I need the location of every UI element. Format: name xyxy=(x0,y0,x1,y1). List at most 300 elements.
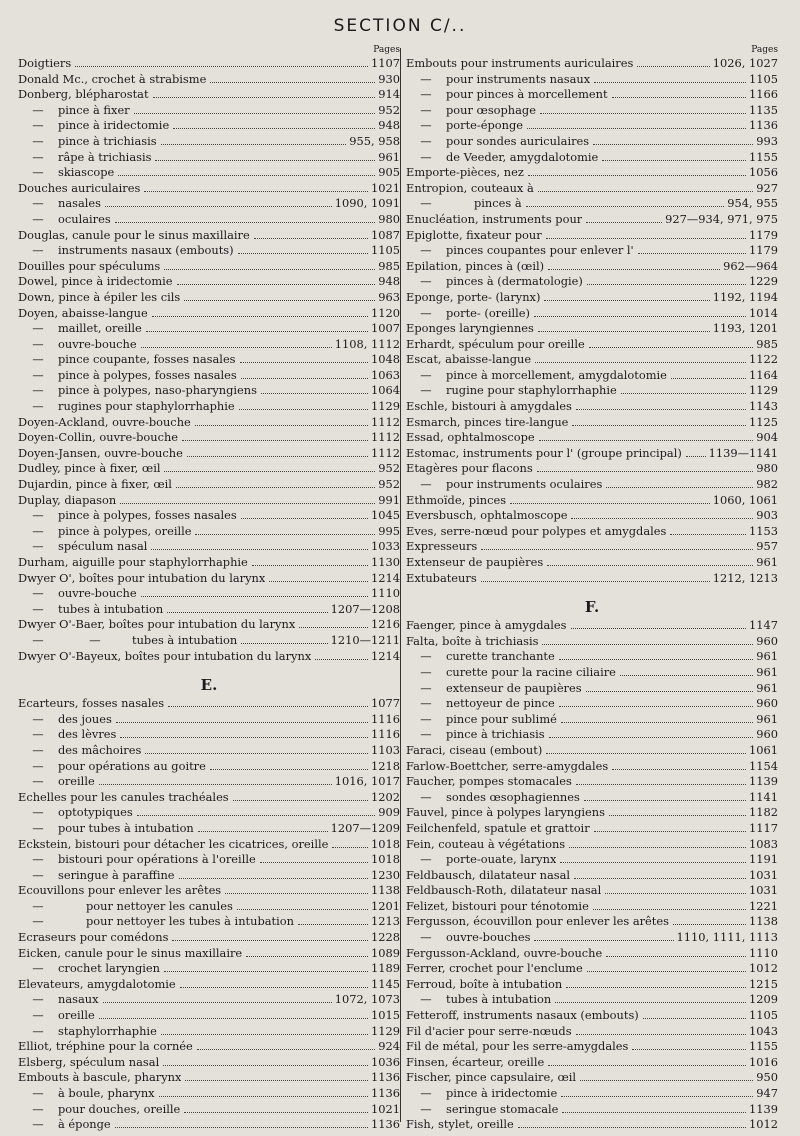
entry-pages: 930 xyxy=(378,71,400,86)
index-entry xyxy=(18,134,400,150)
index-entry xyxy=(18,712,400,728)
right-index-list xyxy=(406,56,778,1133)
leader-dots xyxy=(686,456,706,457)
entry-label: Douglas, canule pour le sinus maxillaire xyxy=(18,227,250,242)
ditto-dash: — xyxy=(32,118,44,133)
entry-pages: 1136 xyxy=(371,1086,400,1100)
index-entry xyxy=(18,508,400,524)
index-entry xyxy=(18,181,400,197)
leader-dots xyxy=(144,191,368,192)
entry-pages: 914 xyxy=(378,87,400,102)
leader-dots xyxy=(574,878,746,879)
entry-pages: 1139 xyxy=(749,1101,778,1116)
leader-dots xyxy=(527,128,746,129)
entry-label: Epiglotte, fixateur pour xyxy=(406,227,542,242)
index-entry xyxy=(18,87,400,103)
ditto-dash: — xyxy=(420,102,432,117)
entry-label: Fetteroff, instruments nasaux (embouts) xyxy=(406,1008,639,1023)
entry-pages: 1141 xyxy=(749,789,778,804)
ditto-dash: — xyxy=(420,1101,432,1116)
ditto-dash: — xyxy=(32,820,44,835)
leader-dots xyxy=(534,316,746,317)
leader-dots xyxy=(315,659,368,660)
leader-dots xyxy=(586,222,662,223)
index-entry xyxy=(406,134,778,150)
leader-dots xyxy=(198,831,328,832)
ditto-dash: — xyxy=(420,149,432,164)
index-entry xyxy=(18,493,400,509)
entry-label: ouvre-bouche xyxy=(58,586,137,601)
entry-pages: 1031 xyxy=(749,883,778,898)
index-entry xyxy=(18,274,400,290)
leader-dots xyxy=(559,659,754,660)
index-entry xyxy=(406,383,778,399)
index-entry xyxy=(18,868,400,884)
entry-label: Enucléation, instruments pour xyxy=(406,211,583,226)
section-gap xyxy=(18,664,400,674)
entry-label: Ecraseurs pour comédons xyxy=(18,930,169,945)
entry-pages: 962—964 xyxy=(723,258,778,273)
entry-pages: 1105 xyxy=(371,243,400,258)
entry-pages: 1202 xyxy=(371,789,400,804)
entry-label: pour opérations au goitre xyxy=(58,758,206,773)
entry-pages: 1021 xyxy=(371,1101,400,1116)
index-entry xyxy=(406,759,778,775)
index-entry xyxy=(406,228,778,244)
entry-pages: 1189 xyxy=(371,961,400,976)
entry-pages: 1164 xyxy=(749,367,778,382)
index-entry xyxy=(406,399,778,415)
entry-label: Dudley, pince à fixer, œil xyxy=(18,461,161,476)
ditto-dash: — xyxy=(32,102,44,117)
leader-dots xyxy=(161,144,347,145)
leader-dots xyxy=(146,331,368,332)
ditto-dash: — xyxy=(420,196,432,211)
leader-dots xyxy=(589,347,754,348)
index-entry xyxy=(406,727,778,743)
entry-label: Ecouvillons pour enlever les arêtes xyxy=(18,883,222,898)
entry-label: porte-ouate, larynx xyxy=(446,852,557,867)
index-entry xyxy=(18,883,400,899)
ditto-dash: — xyxy=(32,211,44,226)
ditto-dash: — xyxy=(32,149,44,164)
entry-label: Estomac, instruments pour l' (groupe principal) xyxy=(406,445,682,460)
index-entry xyxy=(406,352,778,368)
entry-pages: 1014 xyxy=(749,305,778,320)
entry-pages: 1063 xyxy=(371,367,400,382)
index-entry xyxy=(406,1039,778,1055)
ditto-dash: — xyxy=(32,321,44,336)
index-entry xyxy=(406,321,778,337)
entry-label: Extubateurs xyxy=(406,570,477,585)
entry-label: des joues xyxy=(58,711,112,726)
entry-pages: 1139—1141 xyxy=(708,445,778,460)
ditto-dash: — xyxy=(420,696,432,711)
leader-dots xyxy=(637,66,709,67)
index-entry xyxy=(18,571,400,587)
index-entry xyxy=(18,977,400,993)
entry-pages: 1214 xyxy=(371,648,400,663)
entry-pages: 1077 xyxy=(371,696,400,711)
entry-pages: 1212, 1213 xyxy=(712,570,778,585)
index-entry xyxy=(18,649,400,665)
entry-pages: 1215 xyxy=(749,976,778,991)
entry-pages: 980 xyxy=(378,211,400,226)
leader-dots xyxy=(538,191,753,192)
index-entry xyxy=(406,977,778,993)
entry-pages: 991 xyxy=(378,492,400,507)
entry-label: Esmarch, pinces tire-langue xyxy=(406,414,569,429)
leader-dots xyxy=(182,440,368,441)
leader-dots xyxy=(548,269,720,270)
entry-pages: 1016 xyxy=(749,1054,778,1069)
leader-dots xyxy=(210,769,368,770)
entry-label: Etagères pour flacons xyxy=(406,461,533,476)
entry-label: Doyen-Ackland, ouvre-bouche xyxy=(18,414,191,429)
entry-pages: 995 xyxy=(378,523,400,538)
entry-label: Eckstein, bistouri pour détacher les cicatrices, oreille xyxy=(18,836,329,851)
leader-dots xyxy=(172,940,368,941)
leader-dots xyxy=(299,627,368,628)
entry-pages: 1110 xyxy=(371,586,400,601)
entry-label: Ecarteurs, fosses nasales xyxy=(18,696,165,711)
entry-pages: 1083 xyxy=(749,836,778,851)
entry-pages: 993 xyxy=(756,133,778,148)
leader-dots xyxy=(572,425,746,426)
leader-dots xyxy=(134,113,376,114)
index-entry xyxy=(18,774,400,790)
entry-label: curette pour la racine ciliaire xyxy=(446,664,616,679)
entry-pages: 1153 xyxy=(749,523,778,538)
ditto-dash: — xyxy=(32,165,44,180)
entry-pages: 961 xyxy=(756,664,778,679)
index-entry xyxy=(18,368,400,384)
leader-dots xyxy=(580,1080,753,1081)
right-column xyxy=(406,44,778,1133)
ditto-dash: — xyxy=(32,711,44,726)
entry-pages: 1201 xyxy=(371,898,400,913)
entry-pages: 1230 xyxy=(371,867,400,882)
entry-label: Essad, ophtalmoscope xyxy=(406,430,535,445)
entry-label: à boule, pharynx xyxy=(58,1086,155,1100)
left-index-list xyxy=(18,56,400,1133)
ditto-dash: — xyxy=(420,477,432,492)
leader-dots xyxy=(161,1034,368,1035)
entry-pages: 1090, 1091 xyxy=(334,196,400,211)
ditto-dash: — xyxy=(32,367,44,382)
leader-dots xyxy=(671,378,746,379)
entry-label: pour nettoyer les canules xyxy=(86,898,233,913)
leader-dots xyxy=(528,175,746,176)
entry-pages: 1105 xyxy=(749,1008,778,1023)
index-entry xyxy=(406,150,778,166)
entry-pages: 1214 xyxy=(371,570,400,585)
entry-pages: 1155 xyxy=(749,149,778,164)
index-entry xyxy=(406,696,778,712)
index-entry xyxy=(406,539,778,555)
leader-dots xyxy=(239,409,368,410)
entry-pages: 1147 xyxy=(749,618,778,633)
index-entry xyxy=(406,103,778,119)
ditto-dash: — xyxy=(32,914,44,929)
index-entry xyxy=(18,477,400,493)
entry-pages: 1229 xyxy=(749,274,778,289)
ditto-dash: — xyxy=(32,1101,44,1116)
leader-dots xyxy=(535,362,746,363)
entry-label: pince à morcellement, amygdalotomie xyxy=(446,367,667,382)
ditto-dash: — xyxy=(32,336,44,351)
entry-label: oculaires xyxy=(58,211,111,226)
entry-label: rugines pour staphylorrhaphie xyxy=(58,399,235,414)
index-entry xyxy=(18,633,400,649)
entry-label: tubes à intubation xyxy=(58,601,164,616)
entry-label: maillet, oreille xyxy=(58,321,142,336)
entry-label: pour douches, oreille xyxy=(58,1101,181,1116)
index-entry xyxy=(18,306,400,322)
leader-dots xyxy=(569,847,746,848)
index-entry xyxy=(18,1070,400,1086)
entry-label: Ferrer, crochet pour l'enclume xyxy=(406,961,583,976)
leader-dots xyxy=(576,784,746,785)
ditto-dash: — xyxy=(420,71,432,86)
leader-dots xyxy=(115,1127,368,1128)
leader-dots xyxy=(549,737,754,738)
leader-dots xyxy=(562,1112,746,1113)
entry-pages: 1117 xyxy=(749,820,778,835)
entry-pages: 1043 xyxy=(749,1023,778,1038)
ditto-dash: — xyxy=(89,632,101,647)
entry-label: Doyen, abaisse-langue xyxy=(18,305,148,320)
entry-label: Donberg, blépharostat xyxy=(18,87,149,102)
leader-dots xyxy=(246,956,368,957)
leader-dots xyxy=(594,831,746,832)
index-entry xyxy=(18,1008,400,1024)
index-entry xyxy=(406,618,778,634)
leader-dots xyxy=(609,815,746,816)
index-entry xyxy=(406,961,778,977)
entry-pages: 1072, 1073 xyxy=(334,992,400,1007)
entry-label: Elevateurs, amygdalotomie xyxy=(18,976,176,991)
entry-label: Faucher, pompes stomacales xyxy=(406,774,572,789)
entry-pages: 1112 xyxy=(371,430,400,445)
leader-dots xyxy=(561,722,753,723)
index-entry xyxy=(406,743,778,759)
leader-dots xyxy=(184,300,375,301)
entry-label: tubes à intubation xyxy=(446,992,552,1007)
leader-dots xyxy=(612,97,746,98)
entry-label: pour pinces à morcellement xyxy=(446,87,608,102)
ditto-dash: — xyxy=(32,961,44,976)
entry-label: Farlow-Boettcher, serre-amygdales xyxy=(406,758,609,773)
leader-dots xyxy=(164,269,375,270)
entry-pages: 950 xyxy=(756,1070,778,1085)
entry-label: Feldbausch, dilatateur nasal xyxy=(406,867,571,882)
index-entry xyxy=(406,430,778,446)
entry-pages: 1155 xyxy=(749,1039,778,1054)
entry-pages: 1145 xyxy=(371,976,400,991)
entry-pages: 963 xyxy=(378,289,400,304)
entry-pages: 952 xyxy=(378,461,400,476)
leader-dots xyxy=(159,1096,368,1097)
leader-dots xyxy=(120,503,375,504)
leader-dots xyxy=(164,971,368,972)
entry-label: tubes à intubation xyxy=(132,632,238,647)
leader-dots xyxy=(526,206,725,207)
entry-pages: 1045 xyxy=(371,508,400,523)
leader-dots xyxy=(185,1080,368,1081)
entry-label: Dujardin, pince à fixer, œil xyxy=(18,477,172,492)
leader-dots xyxy=(571,518,753,519)
entry-label: pince à polypes, fosses nasales xyxy=(58,508,237,523)
leader-dots xyxy=(670,534,746,535)
ditto-dash: — xyxy=(32,992,44,1007)
entry-label: pour sondes auriculaires xyxy=(446,133,590,148)
entry-pages: 1108, 1112 xyxy=(334,336,400,351)
leader-dots xyxy=(537,471,754,472)
entry-label: pince à trichiasis xyxy=(58,133,157,148)
index-entry xyxy=(18,259,400,275)
entry-label: pour tubes à intubation xyxy=(58,820,194,835)
index-entry xyxy=(18,727,400,743)
entry-pages: 909 xyxy=(378,805,400,820)
entry-pages: 961 xyxy=(756,680,778,695)
leader-dots xyxy=(606,956,746,957)
index-entry xyxy=(406,1102,778,1118)
leader-dots xyxy=(225,893,368,894)
ditto-dash: — xyxy=(32,243,44,258)
index-entry xyxy=(406,681,778,697)
entry-pages: 961 xyxy=(756,649,778,664)
ditto-dash: — xyxy=(420,649,432,664)
entry-label: pince à iridectomie xyxy=(446,1086,558,1100)
entry-label: Elliot, tréphine pour la cornée xyxy=(18,1039,193,1054)
index-entry xyxy=(18,946,400,962)
entry-pages: 1139 xyxy=(749,774,778,789)
index-entry xyxy=(18,790,400,806)
entry-pages: 960 xyxy=(756,727,778,742)
index-entry xyxy=(18,930,400,946)
leader-dots xyxy=(587,971,746,972)
entry-label: Dowel, pince à iridectomie xyxy=(18,274,173,289)
entry-pages: 1207—1209 xyxy=(330,820,400,835)
ditto-dash: — xyxy=(32,352,44,367)
entry-pages: 1179 xyxy=(749,227,778,242)
entry-pages: 1089 xyxy=(371,945,400,960)
entry-pages: 1007 xyxy=(371,321,400,336)
leader-dots xyxy=(145,753,368,754)
entry-pages: 961 xyxy=(378,149,400,164)
entry-label: Eves, serre-nœud pour polypes et amygdales xyxy=(406,523,667,538)
entry-label: Eschle, bistouri à amygdales xyxy=(406,399,572,414)
entry-label: Expresseurs xyxy=(406,539,478,554)
entry-label: Dwyer O'-Baer, boîtes pour intubation du larynx xyxy=(18,617,296,632)
ditto-dash: — xyxy=(420,274,432,289)
leader-dots xyxy=(252,565,368,566)
entry-label: des mâchoires xyxy=(58,742,142,757)
leader-dots xyxy=(75,66,368,67)
index-entry xyxy=(406,118,778,134)
ditto-dash: — xyxy=(420,87,432,102)
leader-dots xyxy=(643,1018,746,1019)
index-entry xyxy=(18,150,400,166)
leader-dots xyxy=(237,909,368,910)
entry-pages: 948 xyxy=(378,274,400,289)
entry-label: de Veeder, amygdalotomie xyxy=(446,149,599,164)
entry-pages: 1012 xyxy=(749,961,778,976)
leader-dots xyxy=(187,456,368,457)
entry-label: spéculum nasal xyxy=(58,539,148,554)
index-entry xyxy=(406,774,778,790)
entry-label: Extenseur de paupières xyxy=(406,555,544,569)
leader-dots xyxy=(602,160,746,161)
leader-dots xyxy=(538,331,710,332)
leader-dots xyxy=(540,113,746,114)
leader-dots xyxy=(544,300,709,301)
entry-label: pour instruments oculaires xyxy=(446,477,603,492)
entry-pages: 1182 xyxy=(749,805,778,820)
ditto-dash: — xyxy=(32,508,44,523)
entry-pages: 1018 xyxy=(371,836,400,851)
entry-label: Fein, couteau à végétations xyxy=(406,836,566,851)
entry-pages: 904 xyxy=(756,430,778,445)
entry-label: nasales xyxy=(58,196,101,211)
index-entry xyxy=(18,430,400,446)
leader-dots xyxy=(576,1034,746,1035)
entry-pages: 1136 xyxy=(749,118,778,133)
entry-pages: 1015 xyxy=(371,1008,400,1023)
ditto-dash: — xyxy=(32,852,44,867)
index-entry xyxy=(406,1055,778,1071)
entry-label: pour œsophage xyxy=(446,102,536,117)
entry-pages: 1048 xyxy=(371,352,400,367)
leader-dots xyxy=(593,909,746,910)
leader-dots xyxy=(587,284,746,285)
index-entry xyxy=(406,493,778,509)
index-entry xyxy=(18,539,400,555)
index-entry xyxy=(406,805,778,821)
index-entry xyxy=(406,87,778,103)
entry-pages: 1016, 1017 xyxy=(334,774,400,789)
entry-pages: 1036 xyxy=(371,1054,400,1069)
entry-label: Durham, aiguille pour staphylorrhaphie xyxy=(18,555,248,569)
entry-pages: 1209 xyxy=(749,992,778,1007)
entry-label: Doyen-Collin, ouvre-bouche xyxy=(18,430,179,445)
ditto-dash: — xyxy=(420,680,432,695)
index-entry xyxy=(18,118,400,134)
entry-pages: 1193, 1201 xyxy=(712,321,778,336)
leader-dots xyxy=(195,534,375,535)
entry-pages: 1138 xyxy=(749,914,778,929)
leader-dots xyxy=(168,706,368,707)
ditto-dash: — xyxy=(32,1008,44,1023)
index-entry xyxy=(406,477,778,493)
entry-pages: 1033 xyxy=(371,539,400,554)
leader-dots xyxy=(561,1096,753,1097)
index-entry xyxy=(18,1086,400,1102)
leader-dots xyxy=(481,549,753,550)
leader-dots xyxy=(548,1065,746,1066)
index-entry xyxy=(406,914,778,930)
ditto-dash: — xyxy=(32,742,44,757)
index-entry xyxy=(18,899,400,915)
index-entry xyxy=(18,821,400,837)
index-entry xyxy=(406,306,778,322)
entry-pages: 961 xyxy=(756,711,778,726)
ditto-dash: — xyxy=(32,601,44,616)
entry-pages: 982 xyxy=(756,477,778,492)
index-entry xyxy=(18,383,400,399)
entry-label: Fish, stylet, oreille xyxy=(406,1117,514,1132)
